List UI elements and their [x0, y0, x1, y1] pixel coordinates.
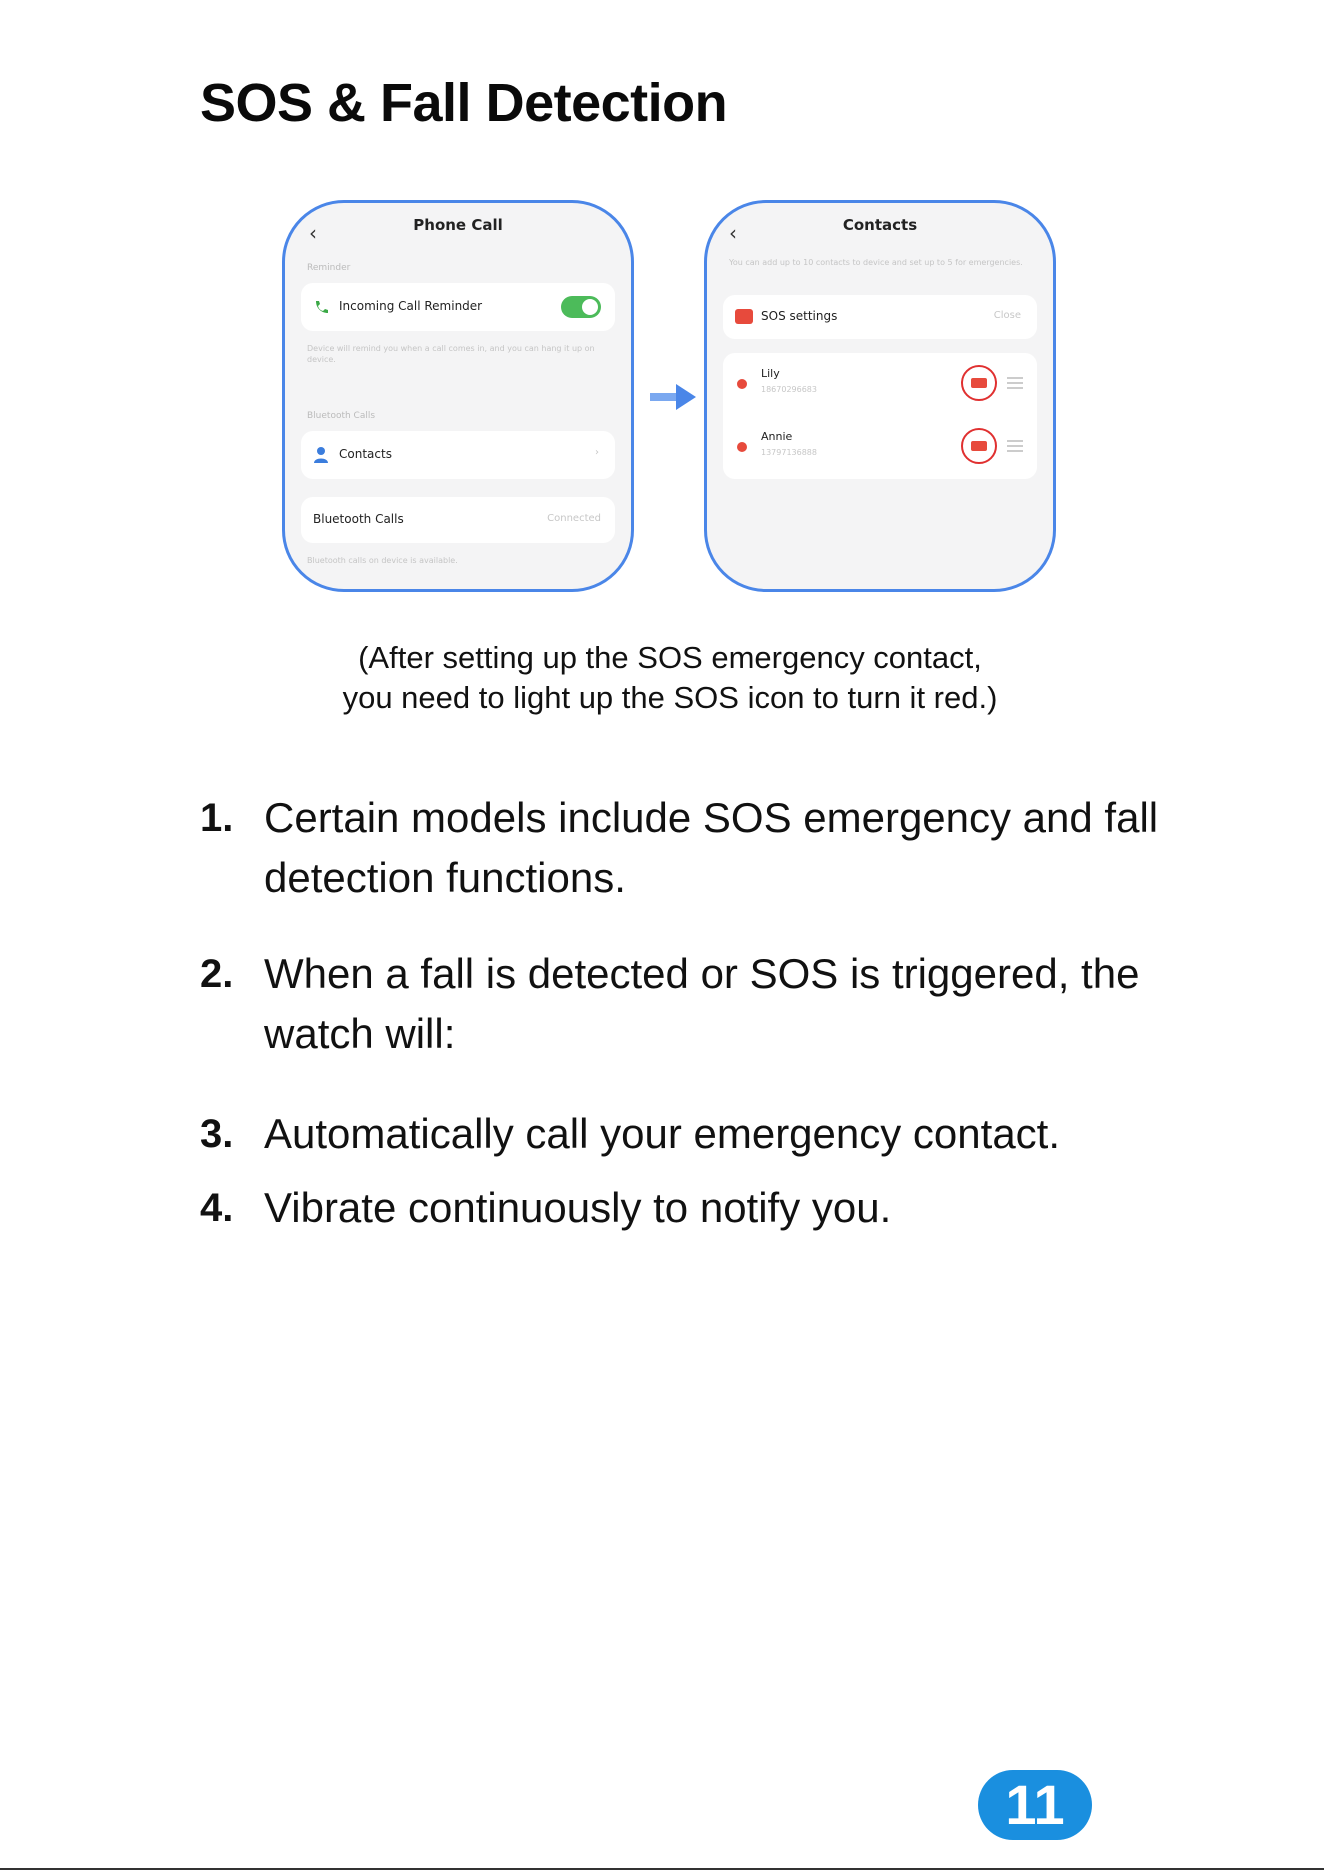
back-arrow-icon[interactable]: ‹ [309, 221, 317, 245]
phone-call-screen [282, 200, 634, 592]
step-item [200, 944, 1160, 1064]
bluetooth-calls-row[interactable] [301, 497, 615, 543]
step-number: 3. [200, 1112, 234, 1156]
caption-line: (After setting up the SOS emergency contact, [358, 640, 982, 675]
person-icon [313, 446, 329, 464]
contact-name: Lily [761, 367, 780, 380]
bluetooth-calls-label: Bluetooth Calls [313, 512, 404, 526]
contact-dot [737, 442, 747, 452]
step-number: 1. [200, 796, 234, 840]
step-number: 4. [200, 1186, 234, 1230]
arrow-right-icon [650, 382, 698, 412]
step-item [200, 1104, 1160, 1164]
contacts-title: Contacts [842, 216, 918, 234]
figure-caption [300, 638, 1040, 718]
step-number: 2. [200, 952, 234, 996]
incoming-call-reminder-label: Incoming Call Reminder [339, 299, 483, 313]
incoming-call-toggle[interactable] [561, 296, 601, 318]
sos-toggle-icon[interactable] [961, 365, 997, 401]
sos-toggle-icon[interactable] [961, 428, 997, 464]
contacts-screen [704, 200, 1056, 592]
back-arrow-icon[interactable]: ‹ [729, 221, 737, 245]
sos-settings-value: Close [993, 310, 1021, 321]
step-text: Automatically call your emergency contact. [264, 1110, 1061, 1157]
step-item [200, 788, 1160, 908]
reminder-note: Device will remind you when a call comes in, and you can hang it up on device. [307, 344, 595, 364]
phone-call-title: Phone Call [413, 216, 503, 234]
contacts-label: Contacts [339, 447, 392, 461]
contact-row[interactable] [723, 353, 1037, 416]
bluetooth-status: Connected [547, 513, 601, 524]
step-text: When a fall is detected or SOS is triggered, the watch will: [264, 950, 1140, 1057]
contact-number: 18670296683 [761, 385, 817, 394]
drag-handle-icon[interactable] [1007, 440, 1023, 452]
phone-call-icon [313, 298, 331, 316]
contact-number: 13797136888 [761, 448, 817, 457]
step-text: Vibrate continuously to notify you. [264, 1184, 892, 1231]
page-title: SOS & Fall Detection [200, 73, 728, 133]
bottom-rule [0, 1868, 1324, 1870]
incoming-call-row[interactable] [301, 283, 615, 331]
caption-line: you need to light up the SOS icon to turn it red.) [342, 680, 998, 715]
section-label-bluetooth: Bluetooth Calls [307, 411, 376, 421]
sos-icon [735, 309, 753, 324]
section-label-reminder: Reminder [307, 263, 351, 273]
contact-dot [737, 379, 747, 389]
sos-settings-row[interactable] [723, 295, 1037, 339]
sos-settings-label: SOS settings [761, 309, 838, 323]
step-item [200, 1178, 1160, 1238]
step-text: Certain models include SOS emergency and fall detection functions. [264, 794, 1159, 901]
contact-name: Annie [761, 430, 793, 443]
contact-list [723, 353, 1037, 479]
contacts-row[interactable] [301, 431, 615, 479]
bluetooth-note: Bluetooth calls on device is available. [307, 556, 458, 565]
contacts-intro: You can add up to 10 contacts to device and set up to 5 for emergencies. [729, 258, 1023, 267]
page-number-badge: 11 [978, 1770, 1092, 1840]
contact-row[interactable] [723, 416, 1037, 479]
chevron-right-icon: › [595, 447, 599, 458]
drag-handle-icon[interactable] [1007, 377, 1023, 389]
